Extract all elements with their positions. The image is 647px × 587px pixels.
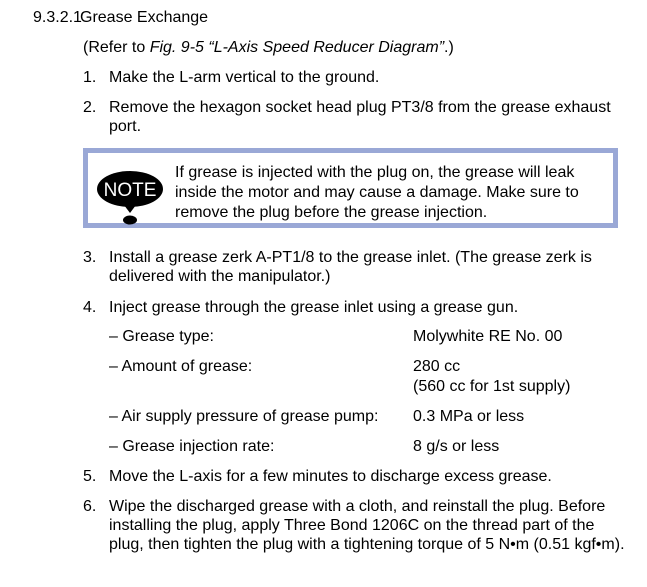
step-number: 3. bbox=[83, 249, 97, 266]
step-number: 5. bbox=[83, 468, 97, 485]
step-item bbox=[83, 467, 628, 486]
reference-figure-link[interactable]: Fig. 9-5 “L-Axis Speed Reducer Diagram” bbox=[149, 39, 445, 56]
section-title: Grease Exchange bbox=[80, 9, 209, 26]
spec-label: – Grease type: bbox=[109, 328, 214, 345]
step-item bbox=[83, 497, 628, 554]
note-icon bbox=[96, 169, 164, 227]
step-number: 6. bbox=[83, 498, 97, 515]
reference-suffix: .) bbox=[444, 39, 454, 56]
spec-row bbox=[109, 357, 609, 397]
spec-value: Molywhite RE No. 00 bbox=[413, 328, 563, 345]
spec-value: 0.3 MPa or less bbox=[413, 408, 525, 425]
spec-row bbox=[109, 437, 609, 457]
step-item bbox=[83, 298, 628, 317]
section-number: 9.3.2.1 bbox=[33, 9, 82, 26]
spec-value-line: 280 cc bbox=[413, 358, 461, 375]
step-number: 2. bbox=[83, 99, 97, 116]
spec-label: – Air supply pressure of grease pump: bbox=[109, 408, 379, 425]
spec-label: – Grease injection rate: bbox=[109, 438, 275, 455]
step-text: Wipe the discharged grease with a cloth, and reinstall the plug. Before installing the plug, apply Three Bond 1206C on the thread part of the plug, then tighten the plug with a tightening torque of 5 N•m (0.51 kgf•m). bbox=[109, 498, 625, 553]
step-item bbox=[83, 248, 628, 286]
note-box bbox=[83, 148, 618, 228]
spec-label: – Amount of grease: bbox=[109, 358, 253, 375]
step-item bbox=[83, 68, 628, 87]
spec-row bbox=[109, 327, 609, 347]
spec-value: 8 g/s or less bbox=[413, 438, 500, 455]
step-text: Inject grease through the grease inlet using a grease gun. bbox=[109, 299, 519, 316]
step-text: Remove the hexagon socket head plug PT3/8 from the grease exhaust port. bbox=[109, 99, 611, 135]
note-icon-label: NOTE bbox=[103, 180, 157, 201]
step-number: 4. bbox=[83, 299, 97, 316]
figure-reference bbox=[83, 38, 454, 57]
spec-row bbox=[109, 407, 609, 427]
step-text: Make the L-arm vertical to the ground. bbox=[109, 69, 380, 86]
step-number: 1. bbox=[83, 69, 97, 86]
step-item bbox=[83, 98, 628, 136]
step-text: Install a grease zerk A-PT1/8 to the grease inlet. (The grease zerk is delivered with the manipulator.) bbox=[109, 249, 592, 285]
spec-value bbox=[413, 357, 570, 397]
step-text: Move the L-axis for a few minutes to discharge excess grease. bbox=[109, 468, 552, 485]
reference-prefix: (Refer to bbox=[83, 39, 150, 56]
note-text: If grease is injected with the plug on, the grease will leak inside the motor and may cause a damage. Make sure to remove the plug before the grease injection. bbox=[175, 164, 579, 221]
section-heading bbox=[33, 8, 208, 27]
spec-value-line: (560 cc for 1st supply) bbox=[413, 378, 571, 395]
